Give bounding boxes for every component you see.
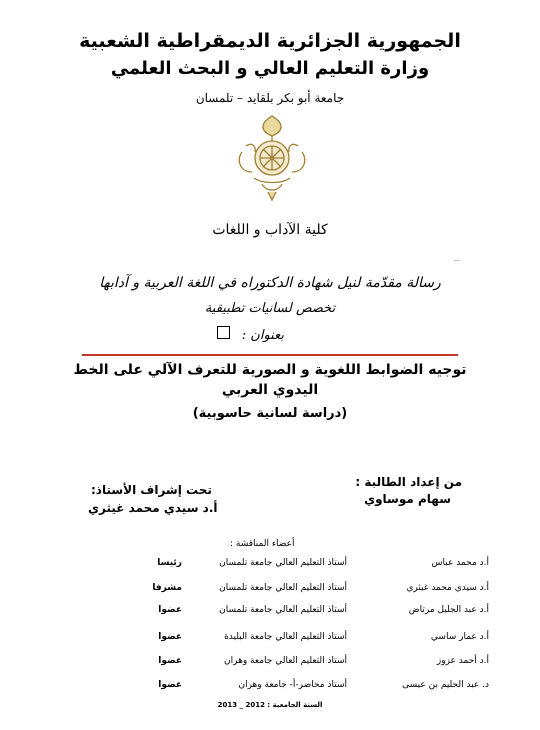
supervisor-label: تحت إشراف الأستاذ: [91, 483, 212, 497]
thesis-subtitle: (دراسة لسانية حاسوبية) [192, 406, 348, 421]
jury-member-name: د. عبد الحليم بن عيسى [402, 680, 489, 690]
jury-label: أعضاء المناقشة : [230, 539, 295, 549]
jury-member-role: عضوا [158, 680, 182, 690]
jury-member-position: أستاذ محاضر-أ- جامعة وهران [238, 680, 347, 690]
jury-member-position: أستاذ التعليم العالي جامعة تلمسان [219, 605, 347, 615]
jury-member-position: أستاذ التعليم العالي جامعة البليدة [224, 632, 347, 642]
empty-box [217, 326, 230, 339]
jury-row [0, 680, 540, 696]
jury-row [0, 558, 540, 574]
ministry-heading: وزارة التعليم العالي و البحث العلمي [110, 58, 430, 79]
jury-member-role: عضوا [158, 605, 182, 615]
supervisor-name: أ.د سيدي محمد غيثري [88, 501, 218, 515]
divider-mark [454, 260, 460, 261]
jury-member-name: أ.د عبد الجليل مرتاض [408, 605, 489, 615]
thesis-statement: رسالة مقدّمة لنيل شهادة الدكتوراه في اللغة العربية و آدابها [99, 275, 441, 291]
jury-row [0, 632, 540, 648]
thesis-title: توجيه الضوابط اللغوية و الصورية للتعرف الآلي على الخط اليدوي العربي [73, 362, 467, 398]
jury-member-position: أستاذ التعليم العالي جامعة وهران [224, 656, 347, 666]
student-name: سهام موساوي [364, 492, 451, 506]
student-label: من إعداد الطالبة : [355, 475, 462, 489]
jury-member-name: أ.د أحمد عزوز [436, 656, 489, 666]
university-name: جامعة أبو بكر بلقايد – تلمسان [195, 91, 345, 105]
jury-row [0, 656, 540, 672]
jury-member-role: رئيسا [157, 558, 182, 568]
jury-member-name: أ.د عمار ساسي [430, 632, 489, 642]
jury-member-name: أ.د محمد عباس [431, 558, 489, 568]
jury-member-position: أستاذ التعليم العالي جامعة تلمسان [219, 583, 347, 593]
university-logo [232, 112, 312, 202]
jury-row [0, 605, 540, 621]
academic-year: السنة الجامعية : 2012 _ 2013 [217, 701, 323, 709]
faculty-name: كلية الآداب و اللغات [212, 222, 328, 238]
jury-member-role: مشرفا [152, 583, 182, 593]
republic-heading: الجمهورية الجزائرية الديمقراطية الشعبية [79, 30, 461, 52]
jury-member-role: عضوا [158, 656, 182, 666]
jury-member-role: عضوا [158, 632, 182, 642]
title-separator-line [82, 354, 458, 356]
jury-member-name: أ.د سيدي محمد غيثري [406, 583, 489, 593]
title-label: بعنوان : [241, 328, 284, 343]
jury-member-position: أستاذ التعليم العالي جامعة تلمسان [219, 558, 347, 568]
jury-row [0, 583, 540, 599]
specialization: تخصص لسانيات تطبيقية [204, 301, 336, 316]
